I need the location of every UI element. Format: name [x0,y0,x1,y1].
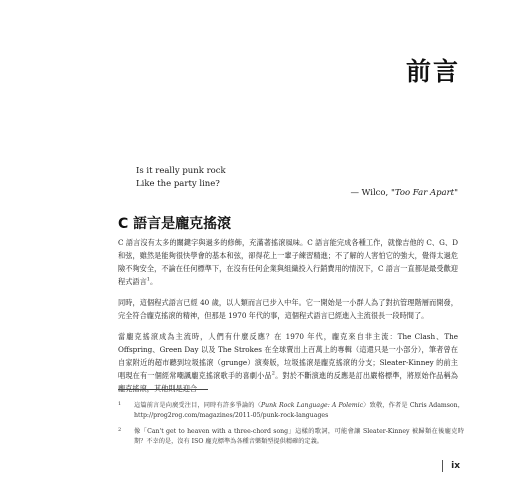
paragraph-text-after: 。 [149,277,158,286]
paragraph-text: C 語言沒有太多的關鍵字與過多的修飾，充滿著搖滾風味。C 語言能完成各種工作，就像吉他的 C、G、D 和弦，雖然是能夠很快學會的基本和弦，卻得花上一輩子練習精進；不了解的人害怕它的強大，覺得太過危險不夠安全，不論在任何標準下，在沒有任何企業與組織投入行銷費用的情況下，C 語言一直都是最受歡迎程式語言 [118,238,458,286]
footnote-text-after[interactable]: 〉致敬，作者是 Chris Adamson，http://prog2rog.com/magazines/2011-05/punk-rock-languages [134,402,464,419]
body-paragraph-3 [118,330,458,393]
footnote-text-before: 這篇前言是向廣受注目，同時有許多爭論的〈 [134,402,261,409]
epigraph-line-1: Is it really punk rock [136,166,226,176]
attribution-song: "Too Far Apart" [390,188,458,198]
footnote-italic-title: Punk Rock Language: A Polemic [260,402,364,409]
footnote-text [134,401,464,421]
paragraph-text: 同時，這個程式語言已經 40 歲，以人類而言已步入中年。它一開始是一小群人為了對抗管理階層而開發，完全符合龐克搖滾的精神，但那是 1970 年代的事，這個程式語言已經進入主流很長一段時間了。 [118,298,458,320]
body-paragraph-1 [118,236,458,288]
page-number: ix [442,460,460,472]
footnote-ref-1[interactable]: 1 [146,276,150,283]
footnote-text [134,427,464,447]
section-title: C 語言是龐克搖滾 [118,216,232,232]
footnote-2 [118,427,464,447]
epigraph [136,165,226,191]
body-paragraph-2 [118,296,458,322]
footnote-1 [118,401,464,421]
epigraph-line-2: Like the party line? [136,179,220,189]
chapter-title: 前言 [405,57,460,86]
footnote-divider [118,389,208,390]
paragraph-text: 當龐克搖滾成為主流時，人們有什麼反應？在 1970 年代，龐克來自非主流：The Clash、The Offspring、Green Day 以及 The Strokes 在全球賣出上百萬上的專輯（這還只是一小部分），筆者曾在自家附近的超市聽到垃圾搖滾（grunge）演奏版，垃圾搖滾是龐克搖滾的分支；Sleater-Kinney 的前主唱現在有一個經常嘲諷龐克搖滾歌手的喜劇小品 [118,332,458,380]
footnote-number: 1 [118,401,122,407]
footnote-text-before: 像「Can't get to heaven with a three-chord song」這樣的歌詞，可能會讓 Sleater-Kinney 被歸類在後龐克時期？不幸的是，沒有 ISO 龐克標準為各種音樂類型提供精確的定義。 [134,428,464,445]
epigraph-attribution [350,188,458,198]
attribution-prefix: — Wilco, [350,188,391,198]
paragraph-text-after: 。對於不斷演進的反應是訂出嚴格標準，將原始作品稱為龐克搖滾，其他則是迎合 [118,371,458,393]
footnote-number: 2 [118,427,122,433]
footnote-ref-2[interactable]: 2 [271,370,275,377]
